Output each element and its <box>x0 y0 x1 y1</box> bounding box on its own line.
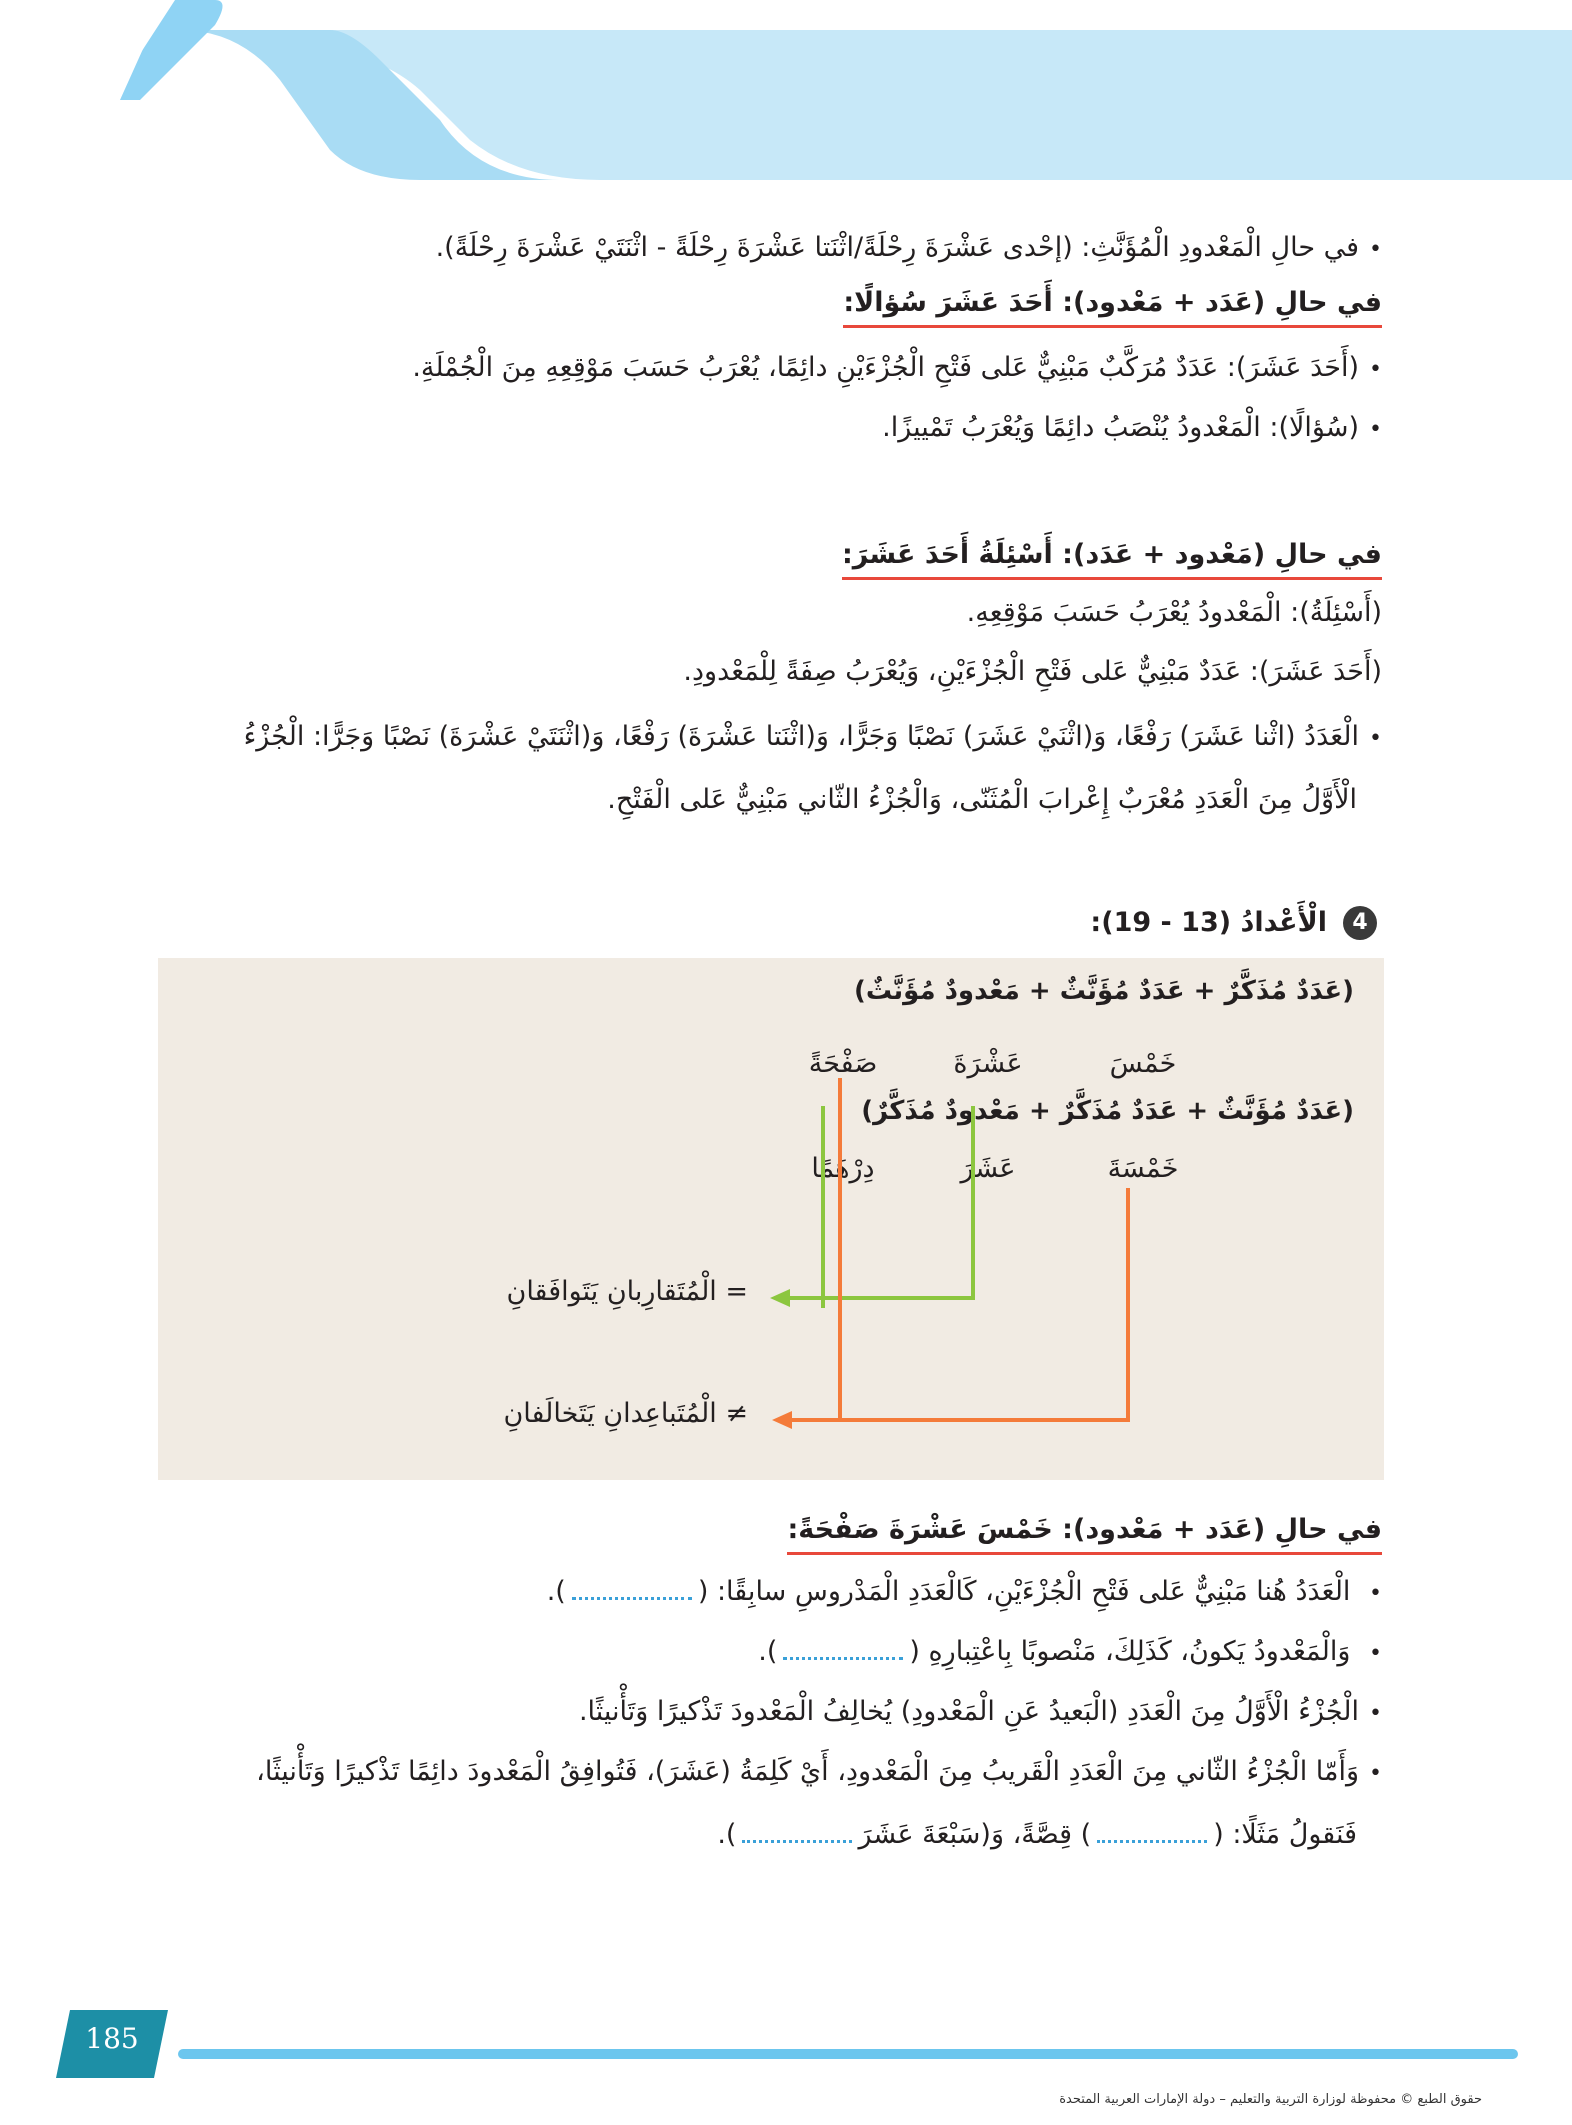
green-connector <box>783 1106 973 1298</box>
subheading: في حالِ (عَدَد + مَعْدود): أَحَدَ عَشَرَ سُؤالًا: <box>150 283 1382 328</box>
copyright-text: حقوق الطبع © محفوظة لوزارة التربية والتعليم – دولة الإمارات العربية المتحدة <box>1059 2092 1482 2107</box>
text-line: (أَحَدَ عَشَرَ): عَدَدٌ مَبْنِيٌّ عَلى فَتْحِ الْجُزْءَيْنِ، وَيُعْرَبُ صِفَةً لِلْمَعْدودِ. <box>683 656 1382 687</box>
label-far-differ: ≠ الْمُتَباعِدانِ يَتَخالَفانِ <box>503 1398 748 1429</box>
blank-answer[interactable] <box>1097 1840 1207 1843</box>
text-line: • وَالْمَعْدودُ يَكونُ، كَذَلِكَ، مَنْصوبًا بِاعْتِبارِهِ (). <box>150 1632 1382 1674</box>
text-line: • الْعَدَدُ (اثْنا عَشَرَ) رَفْعًا، وَ(اثْنَيْ عَشَرَ) نَصْبًا وَجَرًّا، وَ(اثْنَتا عَشْرَةَ) رَفْعًا، وَ(اثْنَتَيْ عَشْرَةَ) نَصْبًا وَجَرًّا: الْجُزْءُ <box>150 717 1382 759</box>
example-box <box>158 958 1384 1480</box>
section-number-badge: 4 <box>1343 906 1377 940</box>
page-number: 185 <box>85 2022 139 2055</box>
blank-answer[interactable] <box>742 1840 852 1843</box>
footer-rule <box>178 2049 1518 2059</box>
orange-arrowhead <box>772 1411 792 1429</box>
header-band <box>0 0 1572 190</box>
connector-lines <box>158 958 1384 1480</box>
text-line: (أَسْئِلَةُ): الْمَعْدودُ يُعْرَبُ حَسَبَ مَوْقِعِهِ. <box>966 597 1382 628</box>
blank-answer[interactable] <box>572 1597 692 1600</box>
label-near-agree: = الْمُتَقارِبانِ يَتَوافَقانِ <box>506 1276 748 1307</box>
text-line: • وَأَمّا الْجُزْءُ الثّاني مِنَ الْعَدَدِ الْقَريبُ مِنَ الْمَعْدودِ، أَيْ كَلِمَةُ (عَشَرَ)، فَتُوافِقُ الْمَعْدودَ دائِمًا تَذْكيرًا وَتَأْنيثًا، <box>150 1752 1382 1794</box>
rule-masculine: (عَدَدٌ مُؤَنَّثٌ + عَدَدٌ مُذَكَّرٌ + مَعْدودٌ مُذَكَّرٌ) <box>861 1096 1354 1126</box>
word-khams: خَمْسَ <box>1109 1048 1177 1079</box>
blank-answer[interactable] <box>783 1657 903 1660</box>
word-dirham: دِرْهَمًا <box>811 1153 875 1184</box>
text-line: الْأَوَّلُ مِنَ الْعَدَدِ مُعْرَبٌ إِعْرابَ الْمُثَنّى، وَالْجُزْءُ الثّاني مَبْنِيٌّ عَلى الْفَتْحِ. <box>607 784 1357 815</box>
text-line: فَنَقولُ مَثَلًا: () قِصَّةً، وَ(سَبْعَةَ عَشَرَ). <box>717 1819 1357 1850</box>
subheading: في حالِ (مَعْدود + عَدَد): أَسْئِلَةُ أَحَدَ عَشَرَ: <box>150 535 1382 580</box>
word-safha: صَفْحَةً <box>808 1048 878 1079</box>
text-line: • (سُؤالًا): الْمَعْدودُ يُنْصَبُ دائِمًا وَيُعْرَبُ تَمْييزًا. <box>150 408 1382 450</box>
subheading: في حالِ (عَدَد + مَعْدود): خَمْسَ عَشْرَةَ صَفْحَةً: <box>150 1510 1382 1555</box>
rule-feminine: (عَدَدٌ مُذَكَّرٌ + عَدَدٌ مُؤَنَّثٌ + مَعْدودٌ مُؤَنَّثٌ) <box>853 976 1354 1006</box>
word-ashrata: عَشْرَةَ <box>953 1048 1023 1079</box>
word-khamsata: خَمْسَةَ <box>1107 1153 1179 1184</box>
orange-connector <box>786 1188 1128 1420</box>
green-arrowhead <box>770 1289 790 1307</box>
word-ashara: عَشَرَ <box>960 1153 1016 1184</box>
section-title: الْأَعْدادُ (13 - 19): <box>1090 907 1327 938</box>
text-line: • الْجُزْءُ الْأَوَّلُ مِنَ الْعَدَدِ (الْبَعيدُ عَنِ الْمَعْدودِ) يُخالِفُ الْمَعْدودَ تَذْكيرًا وَتَأْنيثًا. <box>150 1692 1382 1734</box>
text-line: • الْعَدَدُ هُنا مَبْنِيٌّ عَلى فَتْحِ الْجُزْءَيْنِ، كَالْعَدَدِ الْمَدْروسِ سابِقًا: (). <box>150 1572 1382 1614</box>
text-line: • في حالِ الْمَعْدودِ الْمُؤَنَّثِ: (إحْدى عَشْرَةَ رِحْلَةً/اثْنَتا عَشْرَةَ رِحْلَةً - اثْنَتَيْ عَشْرَةَ رِحْلَةً). <box>150 228 1382 270</box>
text-line: • (أَحَدَ عَشَرَ): عَدَدٌ مُرَكَّبٌ مَبْنِيٌّ عَلى فَتْحِ الْجُزْءَيْنِ دائِمًا، يُعْرَبُ حَسَبَ مَوْقِعِهِ مِنَ الْجُمْلَةِ. <box>150 348 1382 390</box>
